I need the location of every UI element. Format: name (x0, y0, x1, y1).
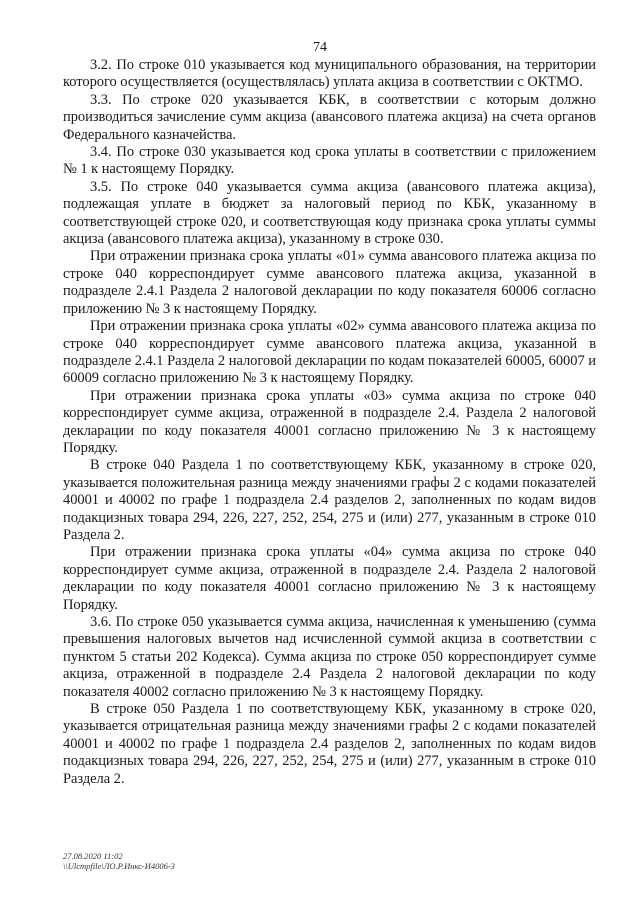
paragraph-term-02: При отражении признака срока уплаты «02» сумма авансового платежа акциза по строке 040 корреспондирует сумме авансового платежа акциза, указанной в подразделе 2.4.1 Раздела 2 налоговой декларации по кодам показателей 60005, 60007 и 60009 согласно приложению № 3 к настоящему Порядку. (63, 318, 596, 387)
page-number: 74 (313, 40, 327, 55)
footer-timestamp: 27.08.2020 11:02 (63, 851, 123, 861)
document-footer (63, 851, 175, 871)
paragraph-3-4: 3.4. По строке 030 указывается код срока уплаты в соответствии с приложением № 1 к настоящему Порядку. (63, 144, 596, 178)
paragraph-3-3: 3.3. По строке 020 указывается КБК, в соответствии с которым должно производиться зачисление сумм акциза (авансового платежа акциза) на счета органов Федерального казначейства. (63, 91, 596, 143)
paragraph-3-2: 3.2. По строке 010 указывается код муниципального образования, на территории которого осуществляется (осуществлялась) уплата акциза в соответствии с ОКТМО. (63, 57, 596, 91)
paragraph-3-5: 3.5. По строке 040 указывается сумма акциза (авансового платежа акциза), подлежащая уплате в бюджет за налоговый период по КБК, указанному в соответствующей строке 020, и соответствующая коду признака срока уплаты суммы акциза (авансового платежа акциза), указанному в строке 030. (63, 178, 596, 248)
paragraph-term-04: При отражении признака срока уплаты «04» сумма акциза по строке 040 корреспондирует сумме акциза, отраженной в подразделе 2.4. Раздела 2 налоговой декларации по коду показателя 40001 согласно приложению № 3 к настоящему Порядку. (63, 544, 596, 613)
footer-file-path: \\Ulcmpfile\ЛО.Р.Инкс-И4006-3 (63, 861, 175, 871)
paragraph-term-03: При отражении признака срока уплаты «03» сумма акциза по строке 040 корреспондирует сумме акциза, отраженной в подразделе 2.4. Раздела 2 налоговой декларации по коду показателя 40001 согласно приложению № 3 к настоящему Порядку. (63, 387, 596, 456)
paragraph-term-01: При отражении признака срока уплаты «01» сумма авансового платежа акциза по строке 040 корреспондирует сумме авансового платежа акциза, указанной в подразделе 2.4.1 Раздела 2 налоговой декларации по коду показателя 60006 согласно приложению № 3 к настоящему Порядку. (63, 248, 596, 317)
document-body (63, 57, 596, 788)
paragraph-line-050: В строке 050 Раздела 1 по соответствующему КБК, указанному в строке 020, указывается отрицательная разница между значениями графы 2 с кодами показателей 40001 и 40002 по графе 1 подраздела 2.4 разделов 2, заполненных по кодам видов подакцизных товара 294, 226, 227, 252, 254, 275 и (или) 277, указанным в строке 010 Раздела 2. (63, 701, 596, 787)
paragraph-line-040: В строке 040 Раздела 1 по соответствующему КБК, указанному в строке 020, указывается положительная разница между значениями графы 2 с кодами показателей 40001 и 40002 по графе 1 подраздела 2.4 разделов 2, заполненных по кодам видов подакцизных товара 294, 226, 227, 252, 254, 275 и (или) 277, указанным в строке 010 Раздела 2. (63, 457, 596, 543)
paragraph-3-6: 3.6. По строке 050 указывается сумма акциза, начисленная к уменьшению (сумма превышения налоговых вычетов над исчисленной суммой акциза в соответствии с пунктом 5 статьи 202 Кодекса). Сумма акциза по строке 050 корреспондирует сумме акциза, отраженной в подразделе 2.4 Раздела 2 налоговой декларации по коду показателя 40002 согласно приложению № 3 к настоящему Порядку. (63, 614, 596, 700)
